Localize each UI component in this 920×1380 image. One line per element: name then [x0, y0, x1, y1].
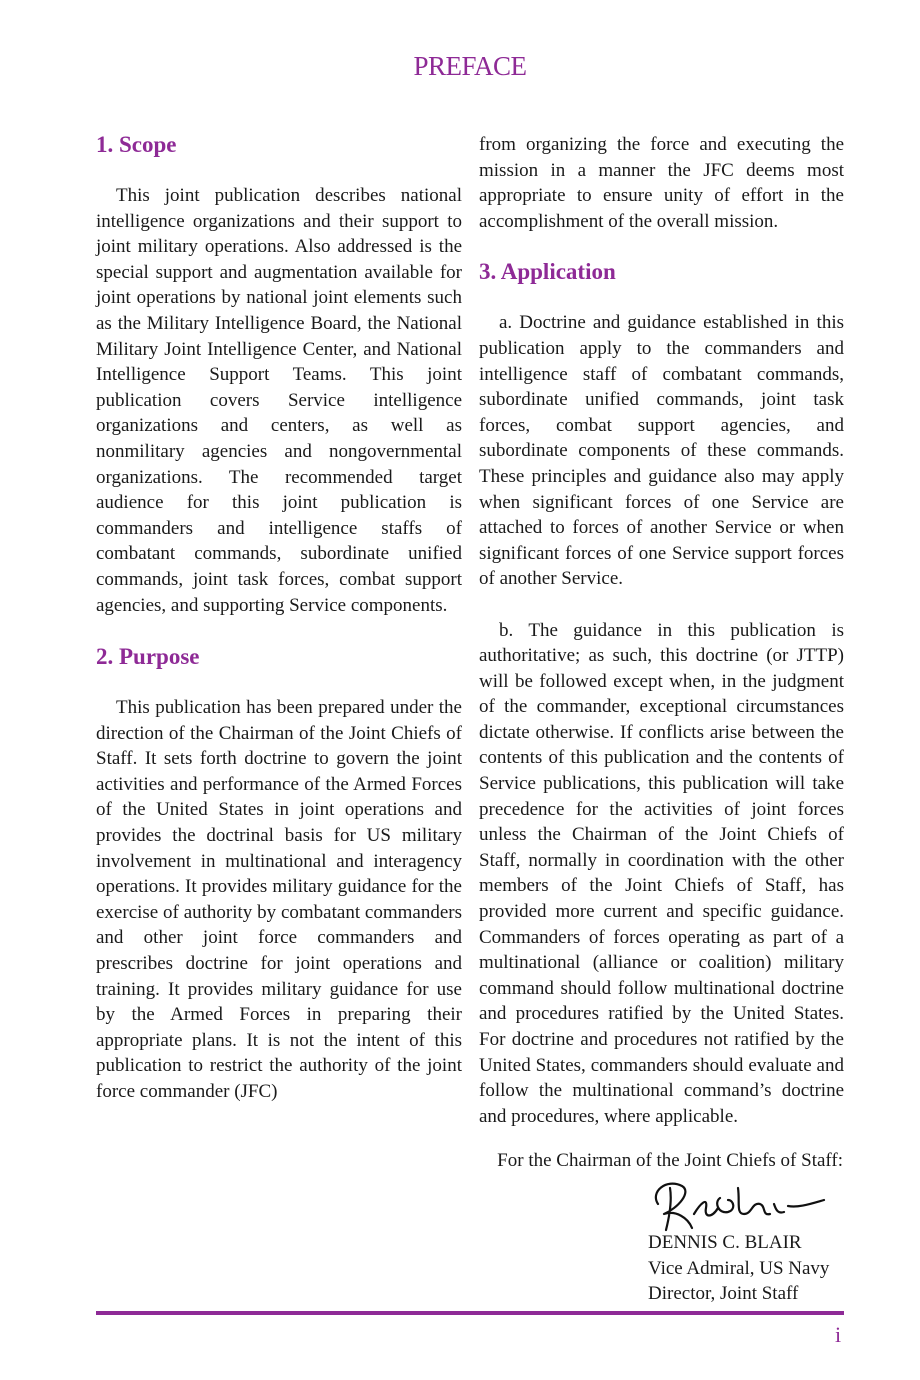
scope-heading: 1. Scope: [96, 132, 177, 157]
right-column: [479, 132, 844, 1129]
closing-line: For the Chairman of the Joint Chiefs of Staff:: [497, 1150, 843, 1171]
application-para-b: b. The guidance in this publication is authoritative; as such, this doctrine (or JTTP) will be followed except when, in the judgment of the commander, exceptional circumstances dictate otherwise. If conflicts arise between the contents of this publication and the contents of Service publications, this publication will take precedence for the activities of joint forces unless the Chairman of the Joint Chiefs of Staff, normally in coordination with the other members of the Joint Chiefs of Staff, has provided more current and specific guidance. Commanders of forces operating as part of a multinational (alliance or coalition) military command should follow multinational doctrine and procedures ratified by the United States. For doctrine and procedures not ratified by the United States, commanders should evaluate and follow the multinational command’s doctrine and procedures, where applicable.: [479, 619, 844, 1127]
signer-title: Director, Joint Staff: [648, 1283, 799, 1305]
purpose-heading: 2. Purpose: [96, 644, 200, 670]
page-number: i: [835, 1322, 842, 1347]
application-heading: 3. Application: [479, 259, 616, 285]
purpose-body: This publication has been prepared under the direction of the Chairman of the Joint Chiefs of Staff. It sets forth doctrine to govern the joint activities and performance of the Armed Forces of the United States in joint operations and provides the doctrinal basis for US military involvement in multinational and interagency operations. It provides military guidance for the exercise of authority by combatant commanders and other joint force commanders and prescribes doctrine for joint operations and training. It provides military guidance for use by the Armed Forces in preparing their appropriate plans. It is not the intent of this publication to restrict the authority of the joint force commander (JFC): [96, 697, 462, 1102]
purpose-continuation: from organizing the force and executing the mission in a manner the JFC deems most appropriate to ensure unity of effort in the accomplishment of the overall mission.: [479, 134, 844, 232]
footer-rule: [96, 1311, 844, 1315]
signer-rank: Vice Admiral, US Navy: [648, 1257, 830, 1279]
signature-image: [648, 1174, 828, 1232]
left-column: [96, 132, 462, 1105]
page-title: PREFACE: [413, 51, 527, 81]
application-para-a: a. Doctrine and guidance established in this publication apply to the commanders and intelligence staff of combatant commands, subordinate unified commands, joint task forces, combat support agencies, and subordinate components of these commands. These principles and guidance also may apply when significant forces of one Service are attached to forces of another Service or when significant forces of one Service support forces of another Service.: [479, 312, 844, 590]
signer-block: [648, 1230, 829, 1307]
signer-name: DENNIS C. BLAIR: [648, 1232, 802, 1253]
scope-body: This joint publication describes national intelligence organizations and their support to joint military operations. Also addressed is the special support and augmentation available for joint operations by national joint elements such as the Military Intelligence Board, the National Military Joint Intelligence Center, and National Intelligence Support Teams. This joint publication covers Service intelligence organizations and centers, as well as nonmilitary agencies and nongovernmental organizations. The recommended target audience for this joint publication is commanders and intelligence staffs of combatant commands, subordinate unified commands, joint task forces, combat support agencies, and supporting Service components.: [96, 185, 462, 616]
